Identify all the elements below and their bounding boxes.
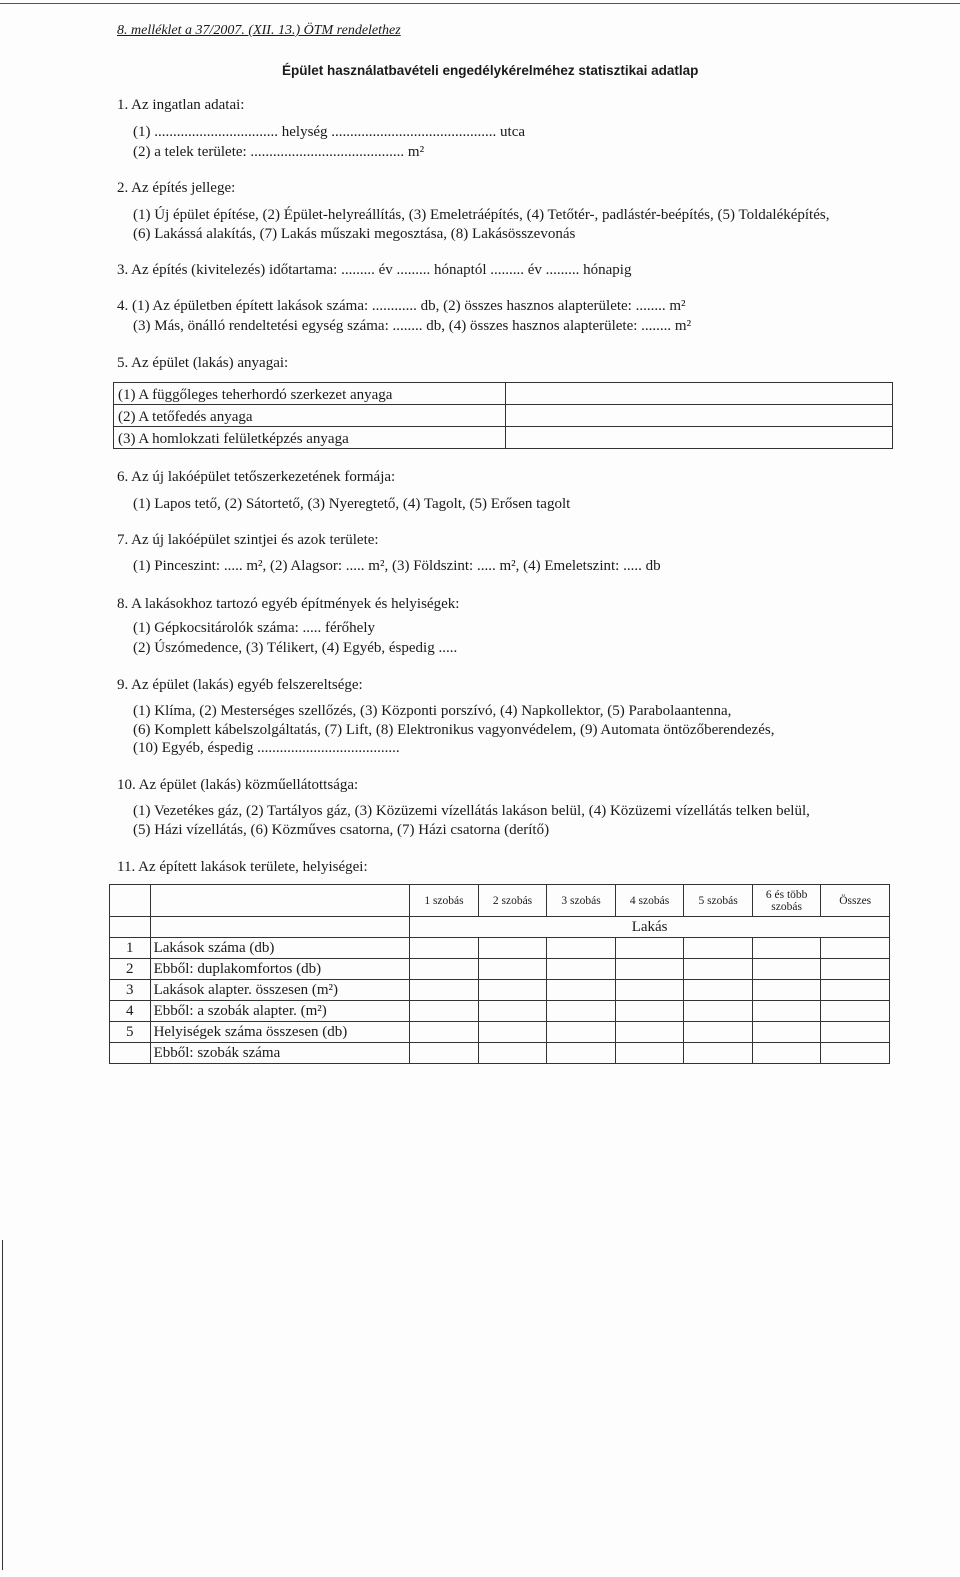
- data-cell[interactable]: [478, 1001, 547, 1022]
- section-2-heading: 2. Az építés jellege:: [117, 180, 236, 196]
- section-6-heading: 6. Az új lakóépület tetőszerkezetének formája:: [117, 469, 396, 485]
- flats-table: [109, 884, 890, 1064]
- data-cell[interactable]: [684, 1022, 753, 1043]
- section-7-heading: 7. Az új lakóépület szintjei és azok területe:: [117, 532, 379, 548]
- data-cell[interactable]: [684, 1001, 753, 1022]
- materials-table: [113, 382, 893, 449]
- equipment-options-line-3: (10) Egyéb, éspedig ......................................: [133, 740, 400, 756]
- equipment-options-line-2: (6) Komplett kábelszolgáltatás, (7) Lift, (8) Elektronikus vagyonvédelem, (9) Automata öntözőberendezés,: [133, 722, 775, 738]
- data-cell[interactable]: [478, 980, 547, 1001]
- section-4-line-2: (3) Más, önálló rendeltetési egység száma: ........ db, (4) összes hasznos alapterülete: ........ m²: [133, 318, 692, 334]
- flats-header-row: [110, 885, 890, 917]
- table-row: [110, 938, 890, 959]
- materials-label: (2) A tetőfedés anyaga: [114, 405, 506, 427]
- col-header-5-rooms: 5 szobás: [684, 885, 753, 917]
- data-cell[interactable]: [547, 959, 616, 980]
- data-cell[interactable]: [410, 938, 479, 959]
- row-number: 5: [110, 1022, 151, 1043]
- row-label: Lakások száma (db): [150, 938, 410, 959]
- regulation-reference: 8. melléklet a 37/2007. (XII. 13.) ÖTM rendelethez: [117, 23, 401, 38]
- col-header-2-rooms: 2 szobás: [478, 885, 547, 917]
- data-cell[interactable]: [684, 980, 753, 1001]
- col-header-6plus-rooms: 6 és több szobás: [752, 885, 821, 917]
- data-cell[interactable]: [478, 1022, 547, 1043]
- row-number: [110, 1043, 151, 1064]
- flats-subheader-row: [110, 917, 890, 938]
- plot-area-field: (2) a telek területe: ......................................... m²: [133, 144, 425, 160]
- data-cell[interactable]: [615, 959, 684, 980]
- data-cell[interactable]: [478, 938, 547, 959]
- top-border-line: [0, 3, 960, 4]
- data-cell[interactable]: [615, 1043, 684, 1064]
- equipment-options-line-1: (1) Klíma, (2) Mesterséges szellőzés, (3) Központi porszívó, (4) Napkollektor, (5) Parabolaantenna,: [133, 703, 732, 719]
- row-label: Lakások alapter. összesen (m²): [150, 980, 410, 1001]
- materials-label: (1) A függőleges teherhordó szerkezet anyaga: [114, 383, 506, 405]
- col-header-4-rooms: 4 szobás: [615, 885, 684, 917]
- data-cell[interactable]: [821, 1001, 890, 1022]
- col-header-3-rooms: 3 szobás: [547, 885, 616, 917]
- row-label: Ebből: a szobák alapter. (m²): [150, 1001, 410, 1022]
- data-cell[interactable]: [752, 938, 821, 959]
- subheader-empty-cell: [150, 917, 410, 938]
- materials-value-cell[interactable]: [506, 405, 893, 427]
- row-label: Helyiségek száma összesen (db): [150, 1022, 410, 1043]
- data-cell[interactable]: [684, 1043, 753, 1064]
- table-row: [110, 1043, 890, 1064]
- data-cell[interactable]: [752, 1022, 821, 1043]
- data-cell[interactable]: [478, 959, 547, 980]
- materials-row: [114, 405, 893, 427]
- other-facilities-options: (2) Úszómedence, (3) Télikert, (4) Egyéb, éspedig .....: [133, 640, 458, 656]
- section-11-heading: 11. Az épített lakások területe, helyiségei:: [117, 859, 368, 875]
- table-row: [110, 1001, 890, 1022]
- data-cell[interactable]: [752, 1043, 821, 1064]
- row-label: Ebből: duplakomfortos (db): [150, 959, 410, 980]
- table-row: [110, 1022, 890, 1043]
- data-cell[interactable]: [821, 1043, 890, 1064]
- table-row: [110, 959, 890, 980]
- data-cell[interactable]: [615, 1001, 684, 1022]
- utilities-options-line-2: (5) Házi vízellátás, (6) Közműves csatorna, (7) Házi csatorna (derítő): [133, 822, 550, 838]
- section-9-heading: 9. Az épület (lakás) egyéb felszereltsége:: [117, 677, 363, 693]
- header-empty-cell: [110, 885, 151, 917]
- data-cell[interactable]: [547, 1022, 616, 1043]
- data-cell[interactable]: [478, 1043, 547, 1064]
- row-number: 1: [110, 938, 151, 959]
- data-cell[interactable]: [410, 1001, 479, 1022]
- data-cell[interactable]: [410, 959, 479, 980]
- materials-value-cell[interactable]: [506, 383, 893, 405]
- materials-row: [114, 383, 893, 405]
- data-cell[interactable]: [410, 980, 479, 1001]
- data-cell[interactable]: [821, 959, 890, 980]
- materials-value-cell[interactable]: [506, 427, 893, 449]
- col-header-1-room: 1 szobás: [410, 885, 479, 917]
- data-cell[interactable]: [821, 938, 890, 959]
- subheader-empty-cell: [110, 917, 151, 938]
- data-cell[interactable]: [821, 980, 890, 1001]
- section-5-heading: 5. Az épület (lakás) anyagai:: [117, 355, 289, 371]
- row-label: Ebből: szobák száma: [150, 1043, 410, 1064]
- data-cell[interactable]: [547, 980, 616, 1001]
- section-8-heading: 8. A lakásokhoz tartozó egyéb építmények és helyiségek:: [117, 596, 460, 612]
- section-1-heading: 1. Az ingatlan adatai:: [117, 97, 245, 113]
- data-cell[interactable]: [752, 980, 821, 1001]
- row-number: 2: [110, 959, 151, 980]
- garage-field: (1) Gépkocsitárolók száma: ..... férőhely: [133, 620, 375, 636]
- levels-area-fields: (1) Pinceszint: ..... m², (2) Alagsor: ..... m², (3) Földszint: ..... m², (4) Emeletszint: ..... db: [133, 558, 661, 574]
- data-cell[interactable]: [684, 959, 753, 980]
- data-cell[interactable]: [410, 1022, 479, 1043]
- data-cell[interactable]: [547, 938, 616, 959]
- left-border-line: [2, 1240, 3, 1570]
- page-title: Épület használatbavételi engedélykérelméhez statisztikai adatlap: [282, 63, 699, 78]
- data-cell[interactable]: [547, 1043, 616, 1064]
- lakas-group-label: Lakás: [410, 917, 890, 938]
- header-empty-cell: [150, 885, 410, 917]
- utilities-options-line-1: (1) Vezetékes gáz, (2) Tartályos gáz, (3) Közüzemi vízellátás lakáson belül, (4) Közüzemi vízellátás telken belül,: [133, 803, 810, 819]
- data-cell[interactable]: [821, 1022, 890, 1043]
- materials-label: (3) A homlokzati felületképzés anyaga: [114, 427, 506, 449]
- data-cell[interactable]: [615, 1022, 684, 1043]
- row-number: 3: [110, 980, 151, 1001]
- data-cell[interactable]: [615, 980, 684, 1001]
- construction-type-line-2: (6) Lakássá alakítás, (7) Lakás műszaki megosztása, (8) Lakásösszevonás: [133, 226, 576, 242]
- materials-row: [114, 427, 893, 449]
- data-cell[interactable]: [752, 959, 821, 980]
- row-number: 4: [110, 1001, 151, 1022]
- data-cell[interactable]: [547, 1001, 616, 1022]
- roof-form-options: (1) Lapos tető, (2) Sátortető, (3) Nyeregtető, (4) Tagolt, (5) Erősen tagolt: [133, 496, 571, 512]
- col-header-total: Összes: [821, 885, 890, 917]
- section-10-heading: 10. Az épület (lakás) közműellátottsága:: [117, 777, 359, 793]
- section-3-duration: 3. Az építés (kivitelezés) időtartama: ......... év ......... hónaptól ......... év ......... hónapig: [117, 262, 632, 278]
- data-cell[interactable]: [752, 1001, 821, 1022]
- construction-type-line-1: (1) Új épület építése, (2) Épület-helyreállítás, (3) Emeletráépítés, (4) Tetőtér-, padlástér-beépítés, (5) Toldaléképítés,: [133, 207, 830, 223]
- data-cell[interactable]: [615, 938, 684, 959]
- section-4-line-1: 4. (1) Az épületben épített lakások száma: ............ db, (2) összes hasznos alapterülete: ........ m²: [117, 298, 686, 314]
- data-cell[interactable]: [684, 938, 753, 959]
- property-location-field: (1) ................................. helység ............................................ utca: [133, 124, 526, 140]
- data-cell[interactable]: [410, 1043, 479, 1064]
- table-row: [110, 980, 890, 1001]
